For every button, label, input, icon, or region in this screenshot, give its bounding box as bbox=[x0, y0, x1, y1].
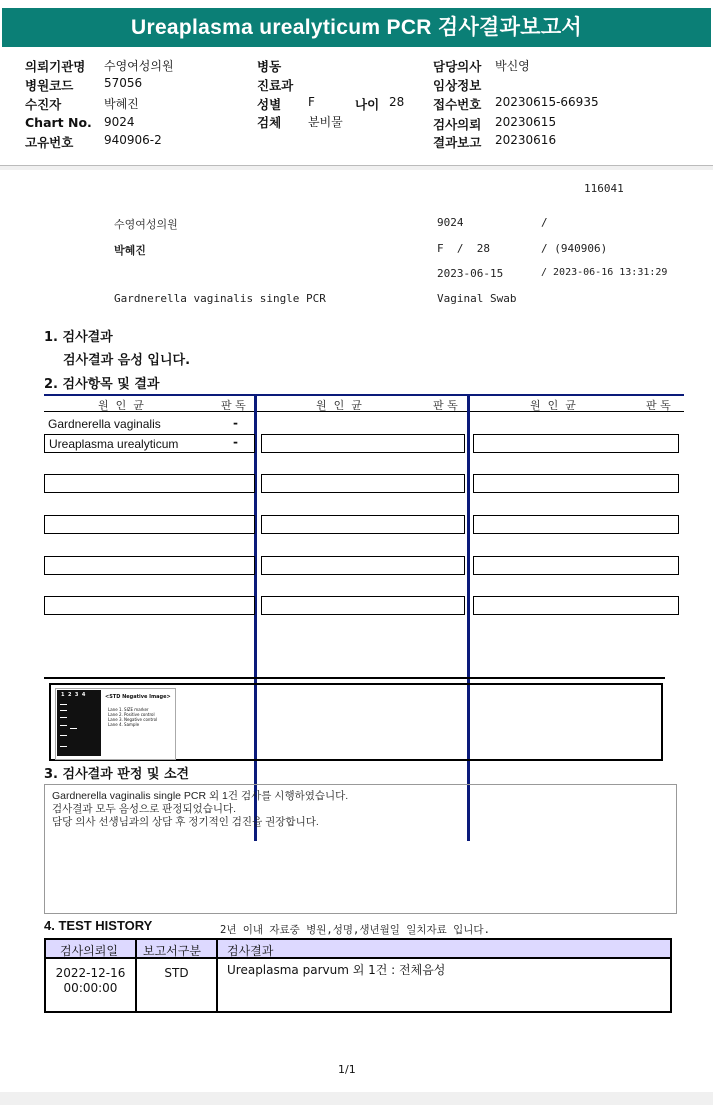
summary-institution: 수영여성의원 bbox=[114, 218, 178, 231]
column-divider-2 bbox=[467, 395, 470, 841]
institution-label: 의뢰기관명 bbox=[25, 59, 86, 74]
history-col-result: 검사결과 bbox=[227, 944, 274, 958]
page-number: 1/1 bbox=[338, 1063, 356, 1076]
report-date-value: 20230616 bbox=[495, 133, 557, 147]
summary-specimen: Vaginal Swab bbox=[437, 292, 517, 305]
findings-line: 담당 의사 선생님과의 상담 후 정기적인 검진을 권장합니다. bbox=[52, 816, 319, 828]
empty-cell bbox=[261, 515, 465, 534]
section1-text: 검사결과 음성 입니다. bbox=[63, 353, 191, 368]
specimen-value: 분비물 bbox=[308, 115, 343, 129]
age-label: 나이 bbox=[355, 97, 380, 112]
summary-slash: / bbox=[541, 216, 548, 229]
empty-cell bbox=[44, 556, 255, 575]
specimen-id: 116041 bbox=[584, 182, 624, 195]
request-date-value: 20230615 bbox=[495, 115, 557, 129]
summary-name: 박혜진 bbox=[114, 244, 146, 257]
column-divider-1 bbox=[254, 395, 257, 841]
empty-cell bbox=[261, 556, 465, 575]
summary-birth: / (940906) bbox=[541, 242, 608, 255]
patient-label: 수진자 bbox=[25, 97, 62, 112]
empty-cell bbox=[44, 515, 255, 534]
empty-cell bbox=[261, 434, 465, 453]
summary-date2: / 2023-06-16 13:31:29 bbox=[541, 267, 668, 278]
empty-cell bbox=[473, 515, 679, 534]
summary-test: Gardnerella vaginalis single PCR bbox=[114, 292, 326, 305]
doctor-label: 담당의사 bbox=[433, 59, 482, 74]
col-pathogen-3: 원 인 균 bbox=[530, 399, 576, 412]
pathogen-name: Ureaplasma urealyticum bbox=[49, 437, 179, 451]
findings-line: Gardnerella vaginalis single PCR 외 1건 검사를 시행하였습니다. bbox=[52, 790, 349, 802]
ward-label: 병동 bbox=[257, 59, 282, 74]
report-date-label: 결과보고 bbox=[433, 135, 482, 150]
table-top-rule bbox=[44, 394, 684, 396]
history-date bbox=[46, 966, 135, 996]
report-title: Ureaplasma urealyticum PCR 검사결과보고서 bbox=[2, 8, 711, 47]
table-row bbox=[44, 434, 255, 453]
unique-no-value: 940906-2 bbox=[104, 133, 162, 147]
empty-cell bbox=[473, 474, 679, 493]
doctor-value: 박신영 bbox=[495, 59, 530, 73]
col-pathogen-2: 원 인 균 bbox=[316, 399, 362, 412]
section2-title: 2. 검사항목 및 결과 bbox=[44, 377, 160, 392]
history-date-time: 00:00:00 bbox=[63, 981, 118, 995]
col-judgement-1: 판 독 bbox=[221, 399, 246, 412]
gel-lanes bbox=[57, 690, 101, 756]
summary-date1: 2023-06-15 bbox=[437, 267, 504, 280]
pathogen-name: Gardnerella vaginalis bbox=[48, 417, 161, 431]
gel-legend-item: Lane 4. Sample bbox=[108, 722, 140, 727]
specimen-label: 검체 bbox=[257, 115, 282, 130]
age-value: 28 bbox=[389, 95, 405, 109]
pathogen-result: - bbox=[233, 435, 238, 449]
summary-chart: 9024 bbox=[437, 216, 464, 229]
request-date-label: 검사의뢰 bbox=[433, 117, 482, 132]
receipt-no-value: 20230615-66935 bbox=[495, 95, 599, 109]
summary-sex-age: F / 28 bbox=[437, 242, 490, 255]
history-type: STD bbox=[164, 966, 189, 980]
section4-title: 4. TEST HISTORY bbox=[44, 918, 153, 933]
empty-cell bbox=[473, 556, 679, 575]
gel-image bbox=[55, 688, 176, 760]
receipt-no-label: 접수번호 bbox=[433, 97, 482, 112]
hospital-code-label: 병원코드 bbox=[25, 78, 74, 93]
unique-no-label: 고유번호 bbox=[25, 135, 74, 150]
history-note: 2년 이내 자료중 병원,성명,생년월일 일치자료 입니다. bbox=[220, 924, 490, 936]
gel-legend bbox=[108, 707, 157, 727]
section1-title: 1. 검사결과 bbox=[44, 330, 113, 345]
findings-text bbox=[52, 790, 348, 829]
gel-title: <STD Negative Image> bbox=[105, 694, 171, 700]
title-bar bbox=[0, 0, 713, 57]
hospital-code-value: 57056 bbox=[104, 76, 143, 90]
history-result: Ureaplasma parvum 외 1건 : 전체음성 bbox=[227, 963, 446, 977]
patient-info-panel bbox=[0, 57, 713, 166]
history-date-day: 2022-12-16 bbox=[55, 966, 126, 980]
gel-top-rule bbox=[44, 677, 665, 679]
department-label: 진료과 bbox=[257, 78, 294, 93]
sex-value: F bbox=[308, 95, 315, 109]
history-header-row bbox=[46, 940, 670, 959]
section3-title: 3. 검사결과 판정 및 소견 bbox=[44, 767, 190, 782]
empty-cell bbox=[44, 596, 255, 615]
empty-cell bbox=[44, 474, 255, 493]
chart-no-label: Chart No. bbox=[25, 115, 92, 130]
empty-cell bbox=[261, 596, 465, 615]
history-col-type: 보고서구분 bbox=[143, 944, 201, 958]
institution-value: 수영여성의원 bbox=[104, 59, 174, 73]
findings-box bbox=[44, 784, 677, 914]
gel-legend-item: Lane 1. SIZE marker bbox=[108, 707, 149, 712]
clinical-info-label: 임상정보 bbox=[433, 78, 482, 93]
patient-value: 박혜진 bbox=[104, 97, 139, 111]
findings-line: 검사결과 모두 음성으로 판정되었습니다. bbox=[52, 803, 237, 815]
empty-cell bbox=[473, 434, 679, 453]
gel-legend-item: Lane 3. Negative control bbox=[108, 717, 158, 722]
col-pathogen-1: 원 인 균 bbox=[98, 399, 144, 412]
gel-image-frame bbox=[49, 683, 663, 761]
col-judgement-3: 판 독 bbox=[646, 399, 671, 412]
col-judgement-2: 판 독 bbox=[433, 399, 458, 412]
pathogen-result: - bbox=[233, 416, 238, 430]
report-page bbox=[0, 170, 713, 1092]
gel-legend-item: Lane 2. Positive control bbox=[108, 712, 155, 717]
history-col-date: 검사의뢰일 bbox=[60, 944, 118, 958]
chart-no-value: 9024 bbox=[104, 115, 135, 129]
empty-cell bbox=[473, 596, 679, 615]
empty-cell bbox=[261, 474, 465, 493]
gel-lane-numbers: 1 2 3 4 bbox=[61, 692, 86, 698]
sex-label: 성별 bbox=[257, 97, 282, 112]
history-table bbox=[44, 938, 672, 1013]
